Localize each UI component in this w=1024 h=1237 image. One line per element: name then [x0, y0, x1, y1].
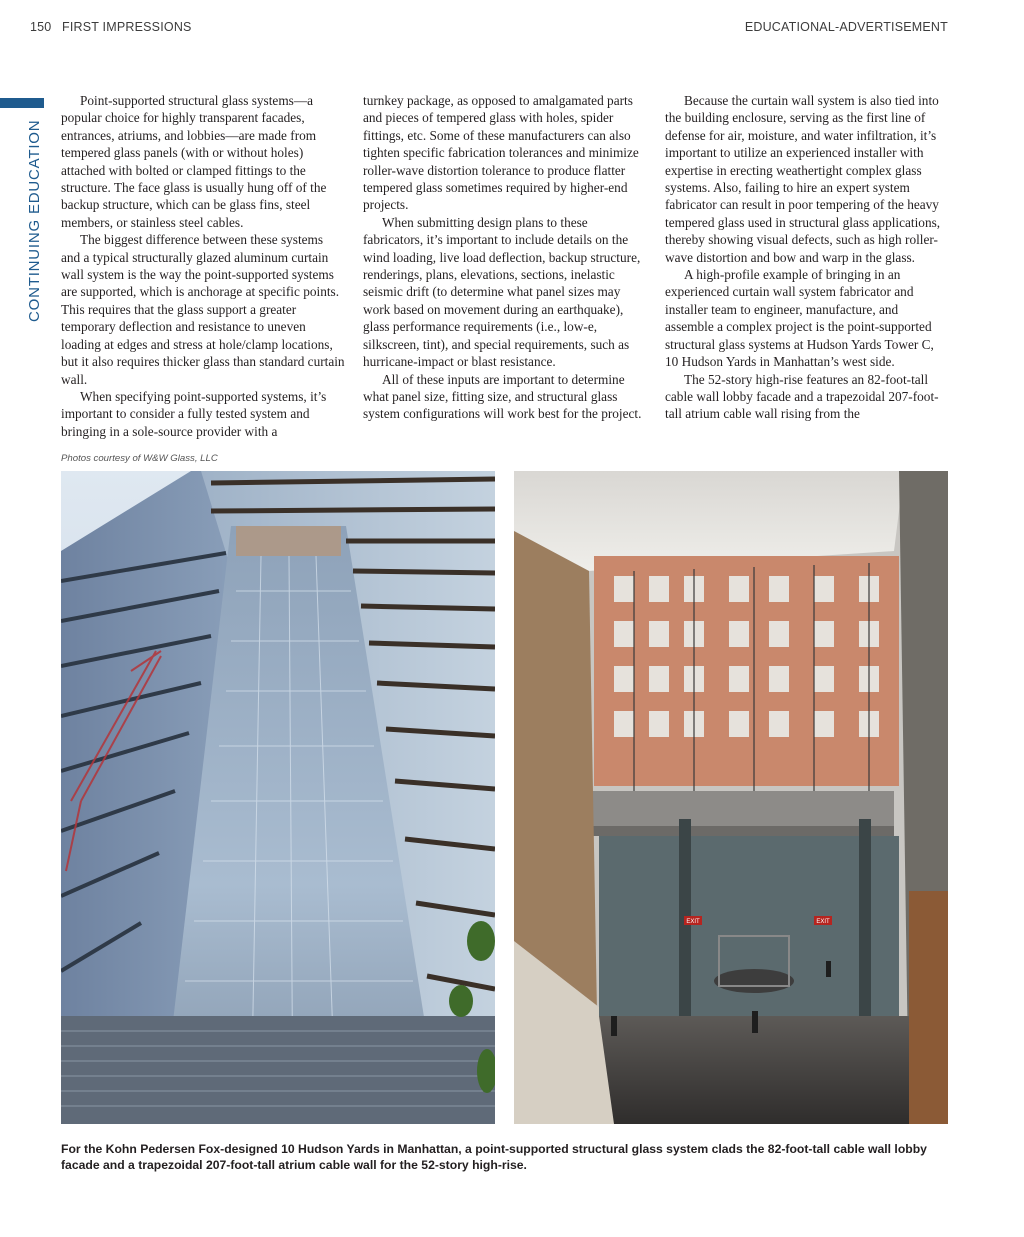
text-column-1: [61, 92, 345, 440]
sidebar-section-label: CONTINUING EDUCATION: [26, 119, 43, 322]
page-header: [30, 20, 948, 38]
section-title: FIRST IMPRESSIONS: [62, 20, 192, 34]
paragraph: The 52-story high-rise features an 82-foot-tall cable wall lobby facade and a trapezoidal 207-foot-tall atrium cable wall rising from the: [665, 371, 939, 422]
paragraph: The biggest difference between these systems and a typical structurally glazed aluminum curtain wall system is the way the point-supported systems are supported, which is anchorage at specific points. This requires that the glass support a greater temporary deflection and resistance to uneven loading at edges and stress at hole/clamp locations, but it also requires thicker glass than standard curtain wall.: [61, 232, 345, 387]
paragraph: A high-profile example of bringing in an experienced curtain wall system fabricator and installer team to engineer, manufacture, and assemble a complex project is the point-supported structural glass systems at Hudson Yards Tower C, 10 Hudson Yards in Manhattan’s west side.: [665, 267, 934, 370]
facade-photo: [61, 471, 495, 1124]
paragraph: Point-supported structural glass systems—a popular choice for highly transparent facades, entrances, atriums, and lobbies—are made from tempered glass panels (with or without holes) attached with bolted or clamped fittings to the structure. The face glass is usually hung off of the backup structure, which can be glass fins, steel members, or stainless steel cables.: [61, 93, 327, 230]
paragraph: turnkey package, as opposed to amalgamated parts and pieces of tempered glass with holes, spider fittings, etc. Some of these manufacturers can also tighten specific fabrication tolerances and minimize roller-wave distortion tolerance to produce flatter tempered glass sometimes required by higher-end projects.: [363, 93, 639, 213]
paragraph: When specifying point-supported systems, it’s important to consider a fully tested system and bringing in a sole-source provider with a: [61, 388, 327, 439]
text-column-3: [665, 92, 949, 423]
text-column-2: [363, 92, 647, 423]
exit-sign: EXIT: [816, 919, 830, 925]
atrium-photo: [514, 471, 948, 1124]
paragraph: When submitting design plans to these fabricators, it’s important to include details on the wind loading, live load deflection, backup structure, renderings, plans, elevations, sections, inelastic seismic drift (to determine what panel sizes may work based on movement during an earthquake), glass performance requirements (i.e., low-e, silkscreen, tint), and special requirements, such as hurricane-impact or blast resistance.: [363, 214, 641, 370]
exit-sign: EXIT: [686, 919, 700, 925]
photo-credit: Photos courtesy of W&W Glass, LLC: [61, 453, 218, 464]
advertisement-label: EDUCATIONAL-ADVERTISEMENT: [744, 20, 948, 34]
paragraph: All of these inputs are important to determine what panel size, fitting size, and structural glass system configurations will work best for the project.: [363, 371, 642, 422]
page-number: 150: [30, 20, 52, 34]
paragraph: Because the curtain wall system is also tied into the building enclosure, serving as the first line of defense for air, moisture, and water infiltration, it’s important to utilize an experienced installer with expertise in erecting weathertight complex glass systems. Also, failing to hire an expert system fabricator can result in poor tempering of the heavy tempered glass used in structural glass applications, thereby showing visual defects, such as high roller-wave distortion and bow and warp in the glass.: [665, 93, 941, 265]
figure-caption: For the Kohn Pedersen Fox-designed 10 Hudson Yards in Manhattan, a point-supported structural glass system clads the 82-foot-tall cable wall lobby facade and a trapezoidal 207-foot-tall atrium cable wall for the 52-story high-rise.: [61, 1142, 927, 1172]
